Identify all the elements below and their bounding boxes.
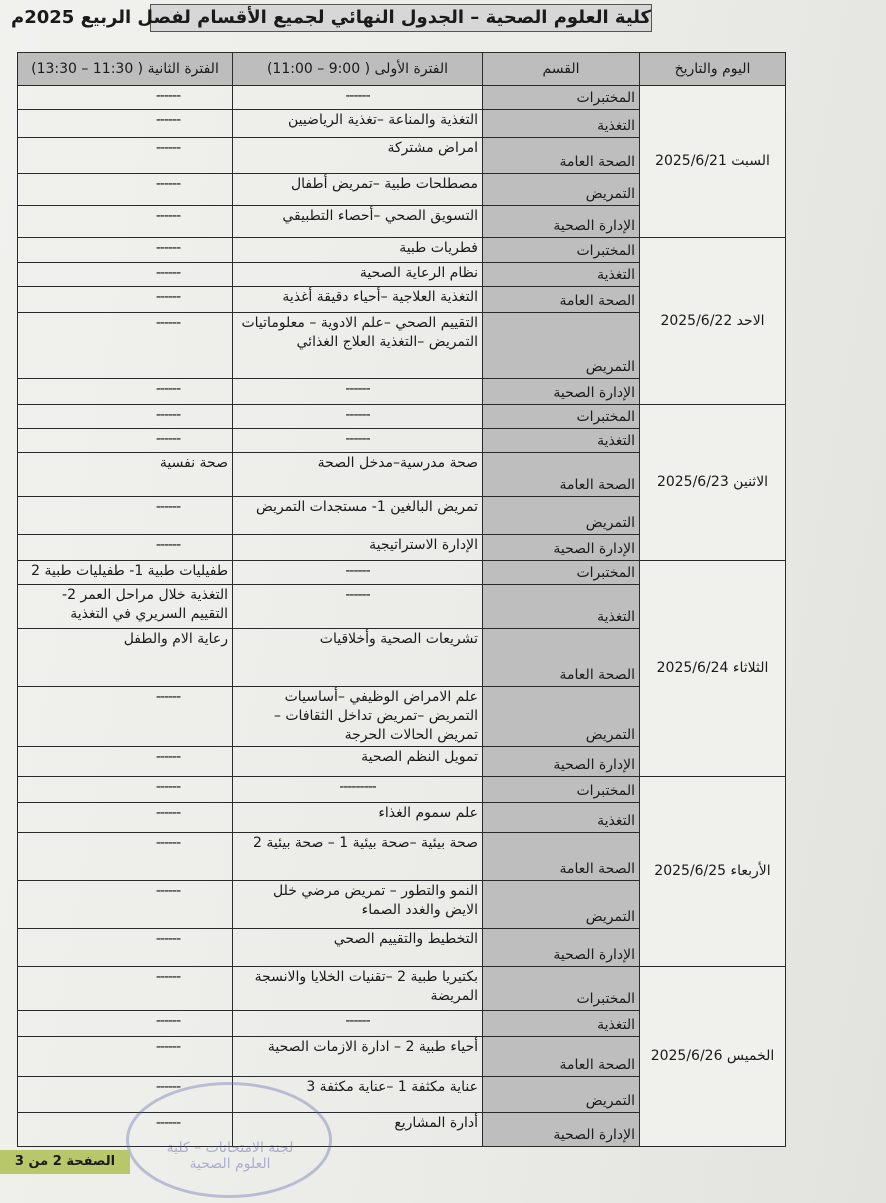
dept-cell: التمريض bbox=[483, 313, 640, 379]
header-row bbox=[18, 53, 786, 86]
day-date-cell: الاثنين 2025/6/23 bbox=[640, 405, 786, 561]
period-2-cell: صحة نفسية bbox=[18, 453, 233, 497]
period-1-cell: عناية مكثفة 1 –عناية مكثفة 3 bbox=[233, 1077, 483, 1113]
dept-cell: التغذية bbox=[483, 803, 640, 833]
table-row bbox=[18, 561, 786, 585]
period-2-cell: ------ bbox=[18, 263, 233, 287]
period-1-cell: --------- bbox=[233, 777, 483, 803]
period-1-cell: أدارة المشاريع bbox=[233, 1113, 483, 1147]
dept-cell: التمريض bbox=[483, 881, 640, 929]
dept-cell: التمريض bbox=[483, 174, 640, 206]
period-2-cell: ------ bbox=[18, 287, 233, 313]
period-1-cell: بكتيريا طبية 2 –تقنيات الخلايا والانسجة المريضة bbox=[233, 967, 483, 1011]
dept-cell: المختبرات bbox=[483, 561, 640, 585]
period-2-cell: ------ bbox=[18, 497, 233, 535]
day-date-cell: الأربعاء 2025/6/25 bbox=[640, 777, 786, 967]
header-day: اليوم والتاريخ bbox=[640, 53, 786, 86]
table-row bbox=[18, 967, 786, 1011]
period-2-cell: ------ bbox=[18, 206, 233, 238]
dept-cell: الصحة العامة bbox=[483, 833, 640, 881]
period-2-cell: ------ bbox=[18, 238, 233, 263]
period-1-cell: التقييم الصحي –علم الادوية – معلوماتيات التمريض –التغذية العلاج الغذائي bbox=[233, 313, 483, 379]
period-1-cell: مصطلحات طبية –تمريض أطفال bbox=[233, 174, 483, 206]
dept-cell: التمريض bbox=[483, 497, 640, 535]
period-2-cell: ------ bbox=[18, 138, 233, 174]
period-2-cell: طفيليات طبية 1- طفيليات طبية 2 bbox=[18, 561, 233, 585]
schedule-table bbox=[17, 52, 786, 1147]
period-2-cell: ------ bbox=[18, 803, 233, 833]
period-1-cell: الإدارة الاستراتيجية bbox=[233, 535, 483, 561]
period-1-cell: ------ bbox=[233, 405, 483, 429]
dept-cell: الإدارة الصحية bbox=[483, 206, 640, 238]
period-1-cell: أحياء طبية 2 – ادارة الازمات الصحية bbox=[233, 1037, 483, 1077]
table-row bbox=[18, 777, 786, 803]
period-2-cell: ------ bbox=[18, 747, 233, 777]
page-title: كلية العلوم الصحية – الجدول النهائي لجميع الأقسام لفصل الربيع 2025م bbox=[150, 4, 652, 32]
period-2-cell: ------ bbox=[18, 777, 233, 803]
period-2-cell: ------ bbox=[18, 110, 233, 138]
dept-cell: التغذية bbox=[483, 263, 640, 287]
period-2-cell: ------ bbox=[18, 1011, 233, 1037]
period-2-cell: التغذية خلال مراحل العمر 2- التقييم السريري في التغذية bbox=[18, 585, 233, 629]
period-2-cell: ------ bbox=[18, 1077, 233, 1113]
period-2-cell: ------ bbox=[18, 313, 233, 379]
period-1-cell: علم الامراض الوظيفي –أساسيات التمريض –تمريض تداخل الثقافات –تمريض الحالات الحرجة bbox=[233, 687, 483, 747]
dept-cell: التغذية bbox=[483, 1011, 640, 1037]
dept-cell: الإدارة الصحية bbox=[483, 1113, 640, 1147]
dept-cell: التغذية bbox=[483, 429, 640, 453]
period-1-cell: التخطيط والتقييم الصحي bbox=[233, 929, 483, 967]
period-2-cell: ------ bbox=[18, 405, 233, 429]
table-row bbox=[18, 238, 786, 263]
dept-cell: المختبرات bbox=[483, 86, 640, 110]
page-number: الصفحة 2 من 3 bbox=[0, 1150, 130, 1174]
table-row bbox=[18, 86, 786, 110]
period-1-cell: صحة مدرسية–مدخل الصحة bbox=[233, 453, 483, 497]
dept-cell: الإدارة الصحية bbox=[483, 747, 640, 777]
period-2-cell: ------ bbox=[18, 929, 233, 967]
dept-cell: التغذية bbox=[483, 585, 640, 629]
period-1-cell: نظام الرعاية الصحية bbox=[233, 263, 483, 287]
period-2-cell: ------ bbox=[18, 379, 233, 405]
period-1-cell: تمويل النظم الصحية bbox=[233, 747, 483, 777]
dept-cell: المختبرات bbox=[483, 405, 640, 429]
period-1-cell: فطريات طبية bbox=[233, 238, 483, 263]
period-2-cell: ------ bbox=[18, 1113, 233, 1147]
header-dept: القسم bbox=[483, 53, 640, 86]
period-1-cell: ------ bbox=[233, 585, 483, 629]
stamp-text: لجنة الامتحانات – كلية العلوم الصحية bbox=[166, 1140, 294, 1172]
dept-cell: المختبرات bbox=[483, 238, 640, 263]
dept-cell: التغذية bbox=[483, 110, 640, 138]
period-1-cell: تشريعات الصحية وأخلاقيات bbox=[233, 629, 483, 687]
dept-cell: الصحة العامة bbox=[483, 287, 640, 313]
period-2-cell: ------ bbox=[18, 174, 233, 206]
dept-cell: الإدارة الصحية bbox=[483, 535, 640, 561]
dept-cell: الإدارة الصحية bbox=[483, 929, 640, 967]
period-1-cell: ------ bbox=[233, 86, 483, 110]
day-date-cell: الاحد 2025/6/22 bbox=[640, 238, 786, 405]
period-2-cell: ------ bbox=[18, 535, 233, 561]
period-1-cell: ------ bbox=[233, 1011, 483, 1037]
dept-cell: التمريض bbox=[483, 1077, 640, 1113]
header-period-1: الفترة الأولى ( 9:00 – 11:00) bbox=[233, 53, 483, 86]
dept-cell: الصحة العامة bbox=[483, 1037, 640, 1077]
dept-cell: الصحة العامة bbox=[483, 453, 640, 497]
dept-cell: المختبرات bbox=[483, 777, 640, 803]
period-1-cell: التغذية العلاجية –أحياء دقيقة أغذية bbox=[233, 287, 483, 313]
period-2-cell: ------ bbox=[18, 687, 233, 747]
period-1-cell: التسويق الصحي –أحصاء التطبيقي bbox=[233, 206, 483, 238]
period-1-cell: صحة بيئية –صحة بيئية 1 – صحة بيئية 2 bbox=[233, 833, 483, 881]
period-1-cell: النمو والتطور – تمريض مرضي خلل الايض والغدد الصماء bbox=[233, 881, 483, 929]
period-1-cell: امراض مشتركة bbox=[233, 138, 483, 174]
dept-cell: التمريض bbox=[483, 687, 640, 747]
period-1-cell: ------ bbox=[233, 561, 483, 585]
period-1-cell: علم سموم الغذاء bbox=[233, 803, 483, 833]
period-2-cell: ------ bbox=[18, 833, 233, 881]
period-1-cell: ------ bbox=[233, 379, 483, 405]
period-1-cell: ------ bbox=[233, 429, 483, 453]
period-1-cell: تمريض البالغين 1- مستجدات التمريض bbox=[233, 497, 483, 535]
day-date-cell: الثلاثاء 2025/6/24 bbox=[640, 561, 786, 777]
day-date-cell: الخميس 2025/6/26 bbox=[640, 967, 786, 1147]
period-2-cell: ------ bbox=[18, 429, 233, 453]
day-date-cell: السبت 2025/6/21 bbox=[640, 86, 786, 238]
dept-cell: المختبرات bbox=[483, 967, 640, 1011]
period-2-cell: ------ bbox=[18, 86, 233, 110]
dept-cell: الصحة العامة bbox=[483, 138, 640, 174]
period-2-cell: ------ bbox=[18, 1037, 233, 1077]
period-2-cell: رعاية الام والطفل bbox=[18, 629, 233, 687]
period-2-cell: ------ bbox=[18, 967, 233, 1011]
period-1-cell: التغذية والمناعة –تغذية الرياضيين bbox=[233, 110, 483, 138]
dept-cell: الصحة العامة bbox=[483, 629, 640, 687]
header-period-2: الفترة الثانية ( 11:30 – 13:30) bbox=[18, 53, 233, 86]
period-2-cell: ------ bbox=[18, 881, 233, 929]
table-row bbox=[18, 405, 786, 429]
dept-cell: الإدارة الصحية bbox=[483, 379, 640, 405]
